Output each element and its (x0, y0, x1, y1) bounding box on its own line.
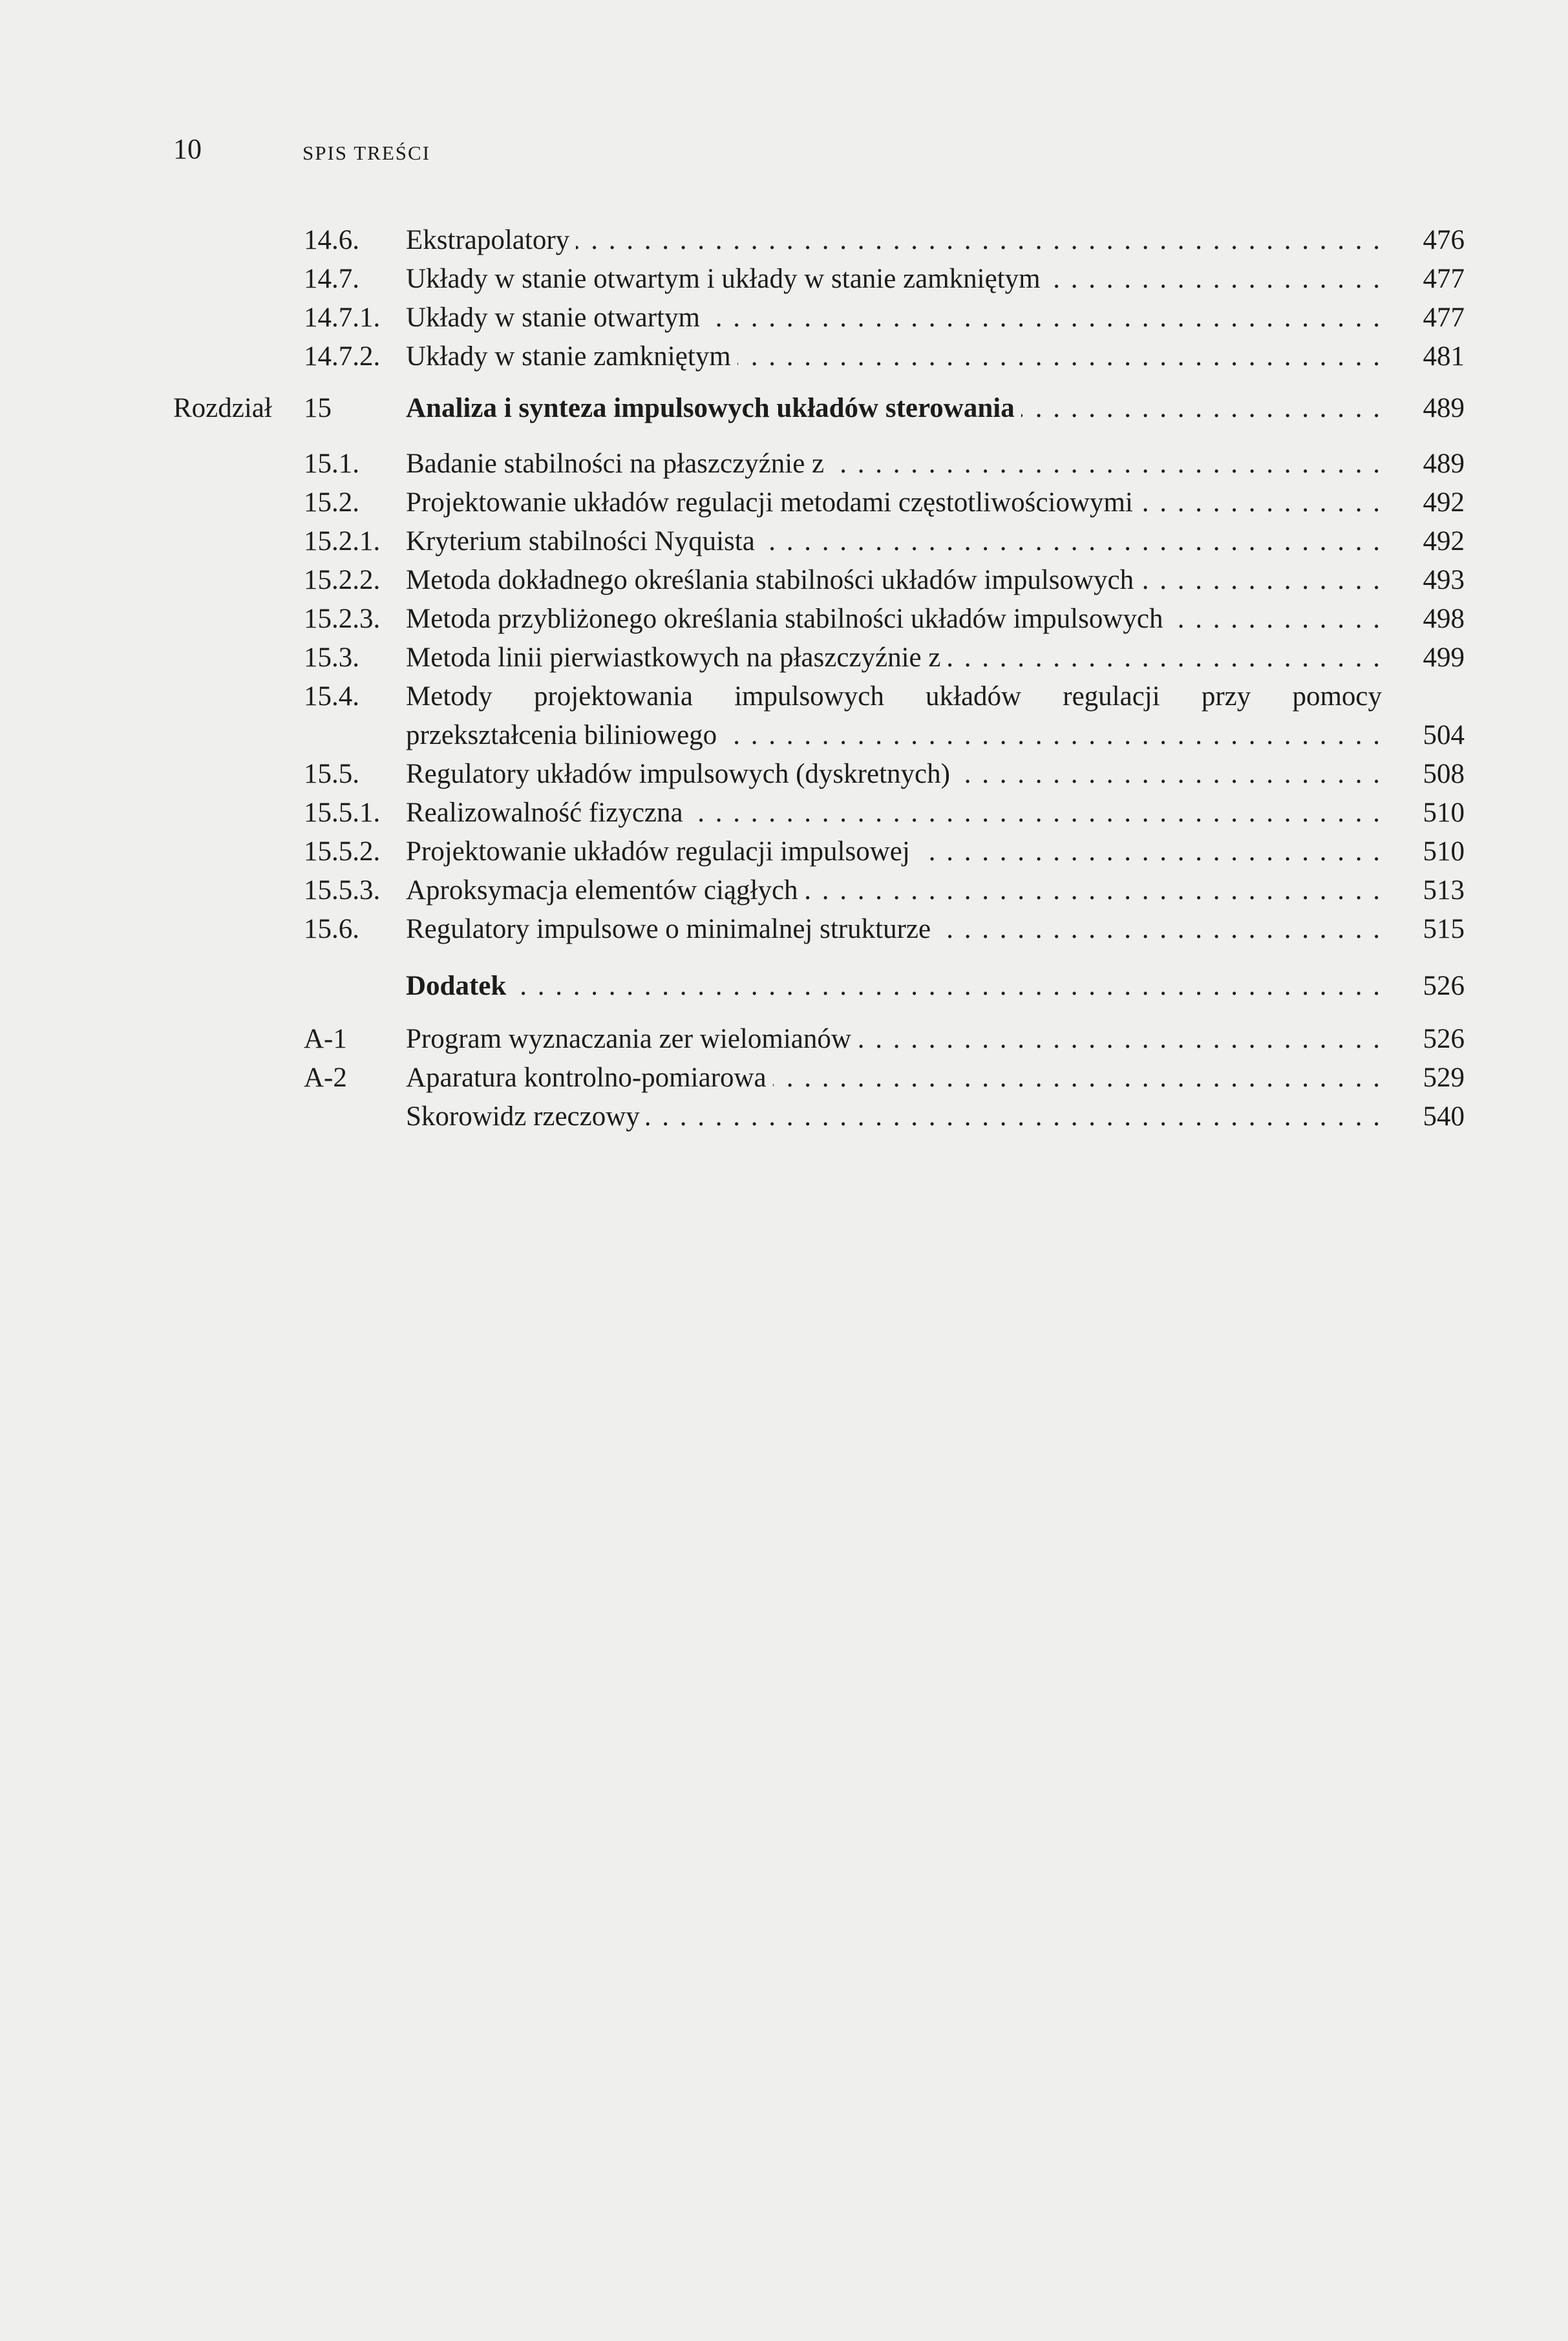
toc-entry[interactable] (0, 337, 1568, 376)
page-ref: 499 (1423, 642, 1465, 673)
section-number: 15.5.3. (304, 875, 381, 906)
toc-entry[interactable] (0, 445, 1568, 483)
page-ref: 540 (1423, 1101, 1465, 1132)
page-ref: 508 (1423, 759, 1465, 789)
toc-entry[interactable] (0, 1059, 1568, 1097)
section-number: 15.4. (304, 681, 359, 712)
section-number: 15.1. (304, 449, 359, 479)
section-number: 15.5.2. (304, 836, 381, 867)
page-ref: 492 (1423, 526, 1465, 556)
page-ref: 489 (1423, 393, 1465, 423)
page-ref: 510 (1423, 836, 1465, 867)
section-number: 15.6. (304, 914, 359, 944)
toc-entry[interactable] (0, 1020, 1568, 1059)
section-title: Układy w stanie zamkniętym (406, 341, 737, 372)
section-number: 14.7.2. (304, 341, 381, 372)
page-ref: 492 (1423, 487, 1465, 518)
section-title: Aproksymacja elementów ciągłych (406, 875, 805, 906)
section-number: 15.2. (304, 487, 359, 518)
page-ref: 515 (1423, 914, 1465, 944)
section-number: 14.6. (304, 225, 359, 255)
page-ref: 477 (1423, 264, 1465, 294)
toc-entry[interactable] (0, 522, 1568, 561)
section-title: Metody projektowania impulsowych układów regulacji przy pomocy (406, 677, 1382, 716)
section-title: Program wyznaczania zer wielomianów (406, 1024, 858, 1054)
toc-entry[interactable] (0, 483, 1568, 522)
section-number: 15.5.1. (304, 798, 381, 828)
section-number: 15.2.2. (304, 565, 381, 595)
page-ref: 493 (1423, 565, 1465, 595)
page-ref: 526 (1423, 1024, 1465, 1054)
section-title: przekształcenia biliniowego (406, 720, 723, 750)
section-title: Metoda przybliżonego określania stabilności układów impulsowych (406, 604, 1170, 634)
toc-entry[interactable] (0, 794, 1568, 832)
page-ref: 513 (1423, 875, 1465, 906)
section-number: 15.5. (304, 759, 359, 789)
page-ref: 477 (1423, 302, 1465, 333)
page-ref: 510 (1423, 798, 1465, 828)
section-title: Metoda dokładnego określania stabilności układów impulsowych (406, 565, 1140, 595)
section-title: Projektowanie układów regulacji metodami częstotliwościowymi (406, 487, 1139, 518)
section-title: Regulatory impulsowe o minimalnej strukturze (406, 914, 937, 944)
page-ref: 529 (1423, 1063, 1465, 1093)
section-title: Kryterium stabilności Nyquista (406, 526, 761, 556)
section-title: Metoda linii pierwiastkowych na płaszczyźnie z (406, 642, 947, 673)
toc-entry[interactable] (0, 871, 1568, 910)
toc-entry-continuation[interactable] (0, 716, 1568, 755)
section-title: Układy w stanie otwartym (406, 302, 706, 333)
section-number: A-2 (304, 1063, 347, 1093)
page-ref: 498 (1423, 604, 1465, 634)
toc-entry[interactable] (0, 600, 1568, 639)
page-ref: 489 (1423, 449, 1465, 479)
page-ref: 526 (1423, 971, 1465, 1001)
section-title: Projektowanie układów regulacji impulsowej (406, 836, 916, 867)
appendix-title: Dodatek (406, 971, 513, 1001)
section-title: Układy w stanie otwartym i układy w stanie zamkniętym (406, 264, 1047, 294)
chapter-label: Rozdział (173, 393, 272, 423)
toc-entry[interactable] (0, 910, 1568, 949)
section-number: 15.3. (304, 642, 359, 673)
section-number: 14.7. (304, 264, 359, 294)
page-ref: 504 (1423, 720, 1465, 750)
section-number: 15.2.1. (304, 526, 381, 556)
toc-appendix-entry[interactable] (0, 967, 1568, 1006)
page-number: 10 (173, 133, 202, 165)
toc-entry[interactable] (0, 299, 1568, 337)
section-title: Realizowalność fizyczna (406, 798, 690, 828)
toc-chapter-entry[interactable] (0, 389, 1568, 428)
toc-entry[interactable] (0, 639, 1568, 677)
section-number: A-1 (304, 1024, 347, 1054)
section-title: Ekstrapolatory (406, 225, 576, 255)
section-title: Regulatory układów impulsowych (dyskretnych) (406, 759, 957, 789)
page-ref: 476 (1423, 225, 1465, 255)
page-ref: 481 (1423, 341, 1465, 372)
toc-entry[interactable] (0, 677, 1568, 716)
toc-entry[interactable] (0, 221, 1568, 260)
toc-entry[interactable] (0, 832, 1568, 871)
chapter-number: 15 (304, 393, 332, 423)
running-head: SPIS TREŚCI (302, 142, 431, 164)
chapter-title: Analiza i synteza impulsowych układów sterowania (406, 393, 1021, 423)
toc-entry[interactable] (0, 561, 1568, 600)
section-number: 15.2.3. (304, 604, 381, 634)
toc-entry[interactable] (0, 755, 1568, 794)
section-title: Skorowidz rzeczowy (406, 1101, 646, 1132)
section-number: 14.7.1. (304, 302, 381, 333)
toc-entry[interactable] (0, 260, 1568, 299)
toc-entry[interactable] (0, 1097, 1568, 1136)
section-title: Badanie stabilności na płaszczyźnie z (406, 449, 831, 479)
section-title: Aparatura kontrolno-pomiarowa (406, 1063, 773, 1093)
